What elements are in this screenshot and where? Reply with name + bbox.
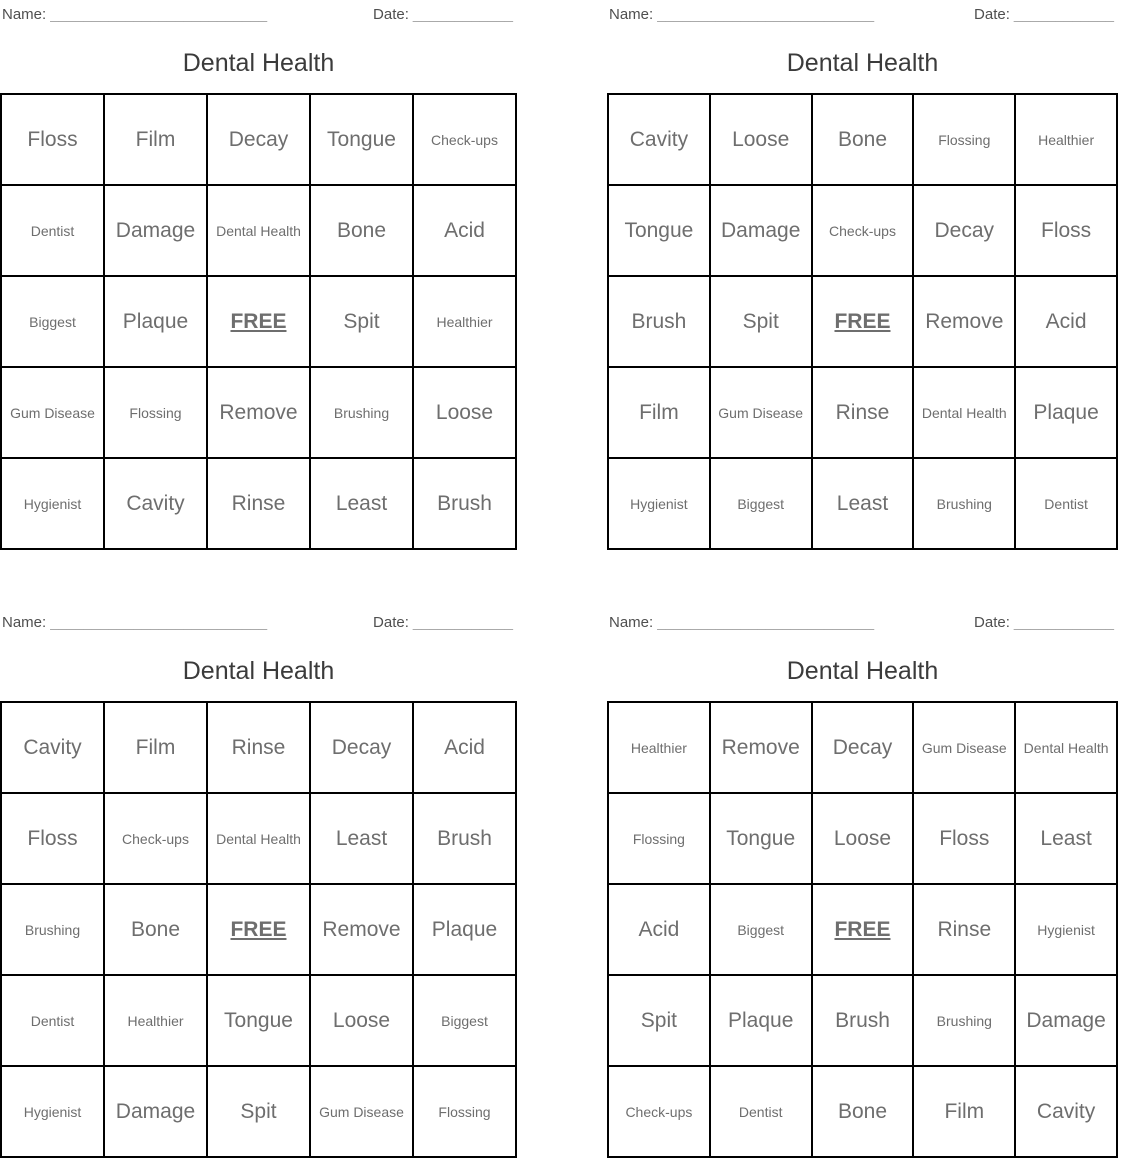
bingo-row [608,94,1117,185]
name-blank-line: __________________________ [657,614,875,631]
bingo-cell: Remove [913,276,1015,367]
bingo-cell: Spit [310,276,413,367]
bingo-cell: Check-ups [608,1066,710,1157]
bingo-cell: Brushing [1,884,104,975]
bingo-row [1,94,516,185]
card-title: Dental Health [182,49,335,77]
bingo-cell: Rinse [207,702,310,793]
bingo-cell: Hygienist [1,1066,104,1157]
bingo-cell: Film [104,94,207,185]
bingo-cell: Loose [310,975,413,1066]
bingo-cell: Healthier [413,276,516,367]
date-blank-line: ____________ [412,6,513,23]
bingo-cell: Gum Disease [1,367,104,458]
bingo-cell: Damage [1015,975,1117,1066]
bingo-cell: Healthier [1015,94,1117,185]
bingo-row [608,276,1117,367]
bingo-cell: Tongue [207,975,310,1066]
bingo-cell: Check-ups [413,94,516,185]
bingo-cell: Plaque [413,884,516,975]
bingo-cell: Rinse [812,367,914,458]
bingo-cell: Tongue [608,185,710,276]
bingo-cell: Dental Health [1015,702,1117,793]
bingo-cell: Film [608,367,710,458]
bingo-cell: Brushing [913,975,1015,1066]
bingo-row [1,1066,516,1157]
bingo-cell: Spit [207,1066,310,1157]
bingo-row [1,975,516,1066]
bingo-grid [607,93,1118,550]
bingo-cell: Plaque [104,276,207,367]
bingo-row [1,702,516,793]
bingo-cell: Acid [413,185,516,276]
bingo-row [608,185,1117,276]
card-meta-row [2,614,513,631]
bingo-cell: Dental Health [207,185,310,276]
bingo-cell: Bone [104,884,207,975]
bingo-grid [607,701,1118,1158]
date-field [373,6,513,23]
bingo-cell: Spit [710,276,812,367]
bingo-cell: Acid [413,702,516,793]
bingo-cell: Hygienist [1015,884,1117,975]
bingo-cell: Dental Health [913,367,1015,458]
bingo-cell: Dentist [1,185,104,276]
bingo-cell: Plaque [710,975,812,1066]
bingo-cell: Biggest [710,884,812,975]
bingo-cell: Healthier [104,975,207,1066]
bingo-cell: Remove [207,367,310,458]
bingo-cell: Decay [913,185,1015,276]
date-field [974,6,1114,23]
bingo-cell: Hygienist [608,458,710,549]
card-meta-row [609,614,1114,631]
name-field [609,614,874,631]
bingo-cell: Loose [710,94,812,185]
name-blank-line: __________________________ [50,6,268,23]
card-meta-row [609,6,1114,23]
date-field [974,614,1114,631]
name-field [2,6,267,23]
bingo-cell: Flossing [913,94,1015,185]
bingo-row [1,458,516,549]
bingo-cell: Brushing [913,458,1015,549]
date-label: Date: [373,6,409,23]
bingo-row [1,884,516,975]
bingo-cell: Film [913,1066,1015,1157]
date-field [373,614,513,631]
bingo-cell: Decay [310,702,413,793]
bingo-cell: Cavity [1015,1066,1117,1157]
bingo-cell: Gum Disease [310,1066,413,1157]
bingo-cell: Least [310,793,413,884]
date-label: Date: [373,614,409,631]
card-meta-row [2,6,513,23]
bingo-cell: Biggest [1,276,104,367]
bingo-row [1,185,516,276]
card-title: Dental Health [182,657,335,685]
bingo-cell: Flossing [413,1066,516,1157]
bingo-cell: Film [104,702,207,793]
bingo-cell: Biggest [413,975,516,1066]
name-label: Name: [609,6,654,23]
bingo-card-3 [0,608,517,1158]
bingo-cell: Floss [1,94,104,185]
bingo-cell: Brush [413,458,516,549]
bingo-cell: Check-ups [812,185,914,276]
bingo-cell: Least [812,458,914,549]
bingo-row [608,975,1117,1066]
bingo-cell: Decay [812,702,914,793]
bingo-cell: Least [1015,793,1117,884]
bingo-grid [0,701,517,1158]
bingo-row [608,702,1117,793]
bingo-cell: Dental Health [207,793,310,884]
bingo-cell: Least [310,458,413,549]
bingo-card-4 [607,608,1118,1158]
bingo-cell: Flossing [104,367,207,458]
name-blank-line: __________________________ [50,614,268,631]
bingo-cell: Tongue [310,94,413,185]
bingo-cell: Brush [812,975,914,1066]
bingo-cell: Bone [812,94,914,185]
bingo-cell: Tongue [710,793,812,884]
bingo-row [1,367,516,458]
bingo-cell: Loose [812,793,914,884]
card-title: Dental Health [786,49,939,77]
bingo-cell: Cavity [104,458,207,549]
bingo-cell: Dentist [1,975,104,1066]
bingo-cell: Loose [413,367,516,458]
date-blank-line: ____________ [1013,614,1114,631]
bingo-cell: Remove [710,702,812,793]
bingo-cell: Gum Disease [913,702,1015,793]
date-label: Date: [974,614,1010,631]
bingo-cell: Spit [608,975,710,1066]
name-blank-line: __________________________ [657,6,875,23]
bingo-cell: Gum Disease [710,367,812,458]
bingo-cell: Healthier [608,702,710,793]
bingo-cell: Flossing [608,793,710,884]
bingo-card-2 [607,0,1118,550]
date-blank-line: ____________ [1013,6,1114,23]
bingo-cell: Brushing [310,367,413,458]
bingo-cell: Check-ups [104,793,207,884]
name-field [609,6,874,23]
date-blank-line: ____________ [412,614,513,631]
name-label: Name: [2,614,47,631]
bingo-cell: Brush [413,793,516,884]
bingo-row [608,884,1117,975]
bingo-cell: Hygienist [1,458,104,549]
bingo-cell: Dentist [1015,458,1117,549]
bingo-row [1,276,516,367]
bingo-cell: Rinse [207,458,310,549]
bingo-cell: Cavity [1,702,104,793]
card-title: Dental Health [786,657,939,685]
bingo-row [1,793,516,884]
bingo-row [608,367,1117,458]
bingo-cell: Acid [1015,276,1117,367]
bingo-row [608,458,1117,549]
bingo-cell-free: FREE [812,884,914,975]
bingo-cell: Bone [310,185,413,276]
bingo-cell-free: FREE [207,276,310,367]
bingo-cell: Biggest [710,458,812,549]
bingo-cell: Brush [608,276,710,367]
bingo-cell: Rinse [913,884,1015,975]
bingo-cell: Damage [710,185,812,276]
bingo-cell: Cavity [608,94,710,185]
bingo-cell-free: FREE [207,884,310,975]
bingo-cell: Floss [1015,185,1117,276]
bingo-cell: Plaque [1015,367,1117,458]
name-field [2,614,267,631]
bingo-cell-free: FREE [812,276,914,367]
bingo-row [608,793,1117,884]
bingo-cell: Remove [310,884,413,975]
bingo-cell: Damage [104,185,207,276]
date-label: Date: [974,6,1010,23]
bingo-card-1 [0,0,517,550]
bingo-cell: Floss [913,793,1015,884]
bingo-cell: Damage [104,1066,207,1157]
bingo-cell: Floss [1,793,104,884]
bingo-cell: Dentist [710,1066,812,1157]
name-label: Name: [609,614,654,631]
name-label: Name: [2,6,47,23]
bingo-cell: Acid [608,884,710,975]
bingo-cell: Bone [812,1066,914,1157]
bingo-row [608,1066,1117,1157]
bingo-grid [0,93,517,550]
bingo-cell: Decay [207,94,310,185]
